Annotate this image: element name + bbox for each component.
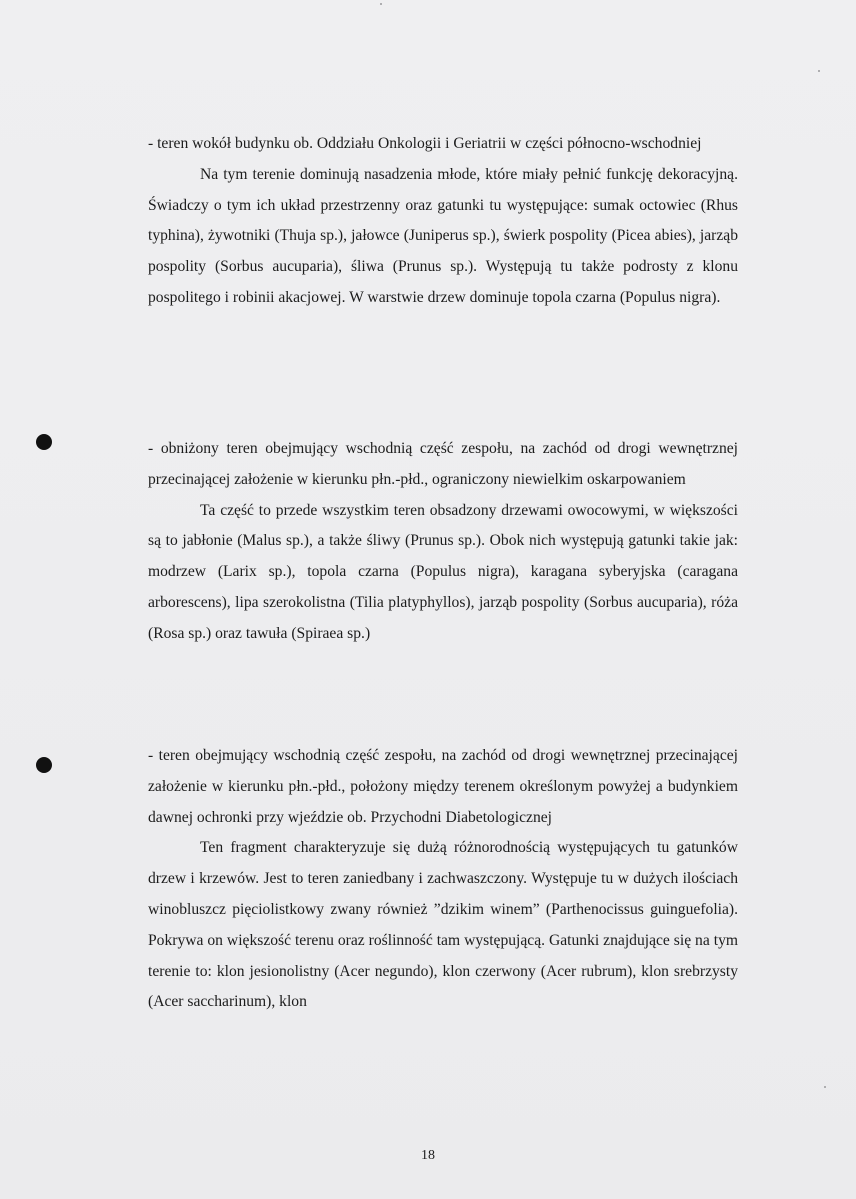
section-3 [148, 741, 738, 1018]
punch-hole-top [36, 434, 52, 450]
scan-speck [380, 3, 382, 5]
scan-speck [818, 70, 820, 72]
section-1 [148, 129, 738, 314]
section-2-body: Ta część to przede wszystkim teren obsadzony drzewami owocowymi, w większości są to jabłonie (Malus sp.), a także śliwy (Prunus sp.). Obok nich występują gatunki takie jak: modrzew (Larix sp.), topola czarna (Populus nigra), karagana syberyjska (caragana arborescens), lipa szerokolistna (Tilia platyphyllos), jarząb pospolity (Sorbus aucuparia), róża (Rosa sp.) oraz tawuła (Spiraea sp.) [148, 501, 738, 642]
section-2-heading: - obniżony teren obejmujący wschodnią część zespołu, na zachód od drogi wewnętrznej przecinającej założenie w kierunku płn.-płd., ograniczony niewielkim oskarpowaniem [148, 440, 738, 488]
section-3-heading: - teren obejmujący wschodnią część zespołu, na zachód od drogi wewnętrznej przecinającej założenie w kierunku płn.-płd., położony między terenem określonym powyżej a budynkiem dawnej ochronki przy wjeździe ob. Przychodni Diabetologicznej [148, 747, 738, 826]
section-1-heading: - teren wokół budynku ob. Oddziału Onkologii i Geriatrii w części północno-wschodniej [148, 135, 702, 152]
section-1-body: Na tym terenie dominują nasadzenia młode, które miały pełnić funkcję dekoracyjną. Świadczy o tym ich układ przestrzenny oraz gatunki tu występujące: sumak octowiec (Rhus typhina), żywotniki (Thuja sp.), jałowce (Juniperus sp.), świerk pospolity (Picea abies), jarząb pospolity (Sorbus aucuparia), śliwa (Prunus sp.). Występują tu także podrosty z klonu pospolitego i robinii akacjowej. W warstwie drzew dominuje topola czarna (Populus nigra). [148, 165, 738, 306]
scan-speck [824, 1086, 826, 1088]
page-number: 18 [421, 1148, 435, 1163]
punch-hole-bottom [36, 757, 52, 773]
section-2 [148, 434, 738, 650]
section-3-body: Ten fragment charakteryzuje się dużą różnorodnością występujących tu gatunków drzew i krzewów. Jest to teren zaniedbany i zachwaszczony. Występuje tu w dużych ilościach winobluszcz pięciolistkowy zwany również ”dzikim winem” (Parthenocissus guinguefolia). Pokrywa on większość terenu oraz roślinność tam występującą. Gatunki znajdujące się na tym terenie to: klon jesionolistny (Acer negundo), klon czerwony (Acer rubrum), klon srebrzysty (Acer saccharinum), klon [148, 839, 738, 1011]
